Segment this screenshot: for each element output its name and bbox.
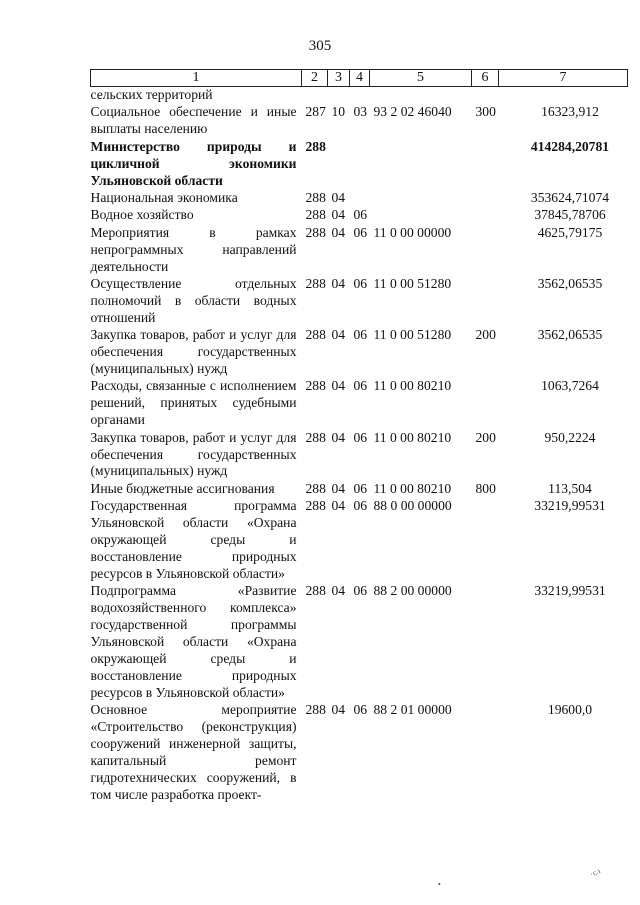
table-row (91, 702, 628, 804)
table-row (91, 498, 628, 583)
row-kind-cell (472, 207, 499, 224)
row-kind-cell (472, 138, 499, 189)
row-subsection-cell (350, 138, 370, 189)
row-kind-cell (472, 224, 499, 275)
row-subsection-cell: 03 (353, 104, 368, 120)
row-article-cell: 88 2 00 00000 (373, 583, 452, 599)
row-section-cell: 04 (331, 429, 346, 445)
row-section-cell: 04 (331, 189, 346, 205)
header-cell: 5 (370, 70, 472, 87)
row-article-cell (370, 138, 472, 189)
row-amount-cell: 3562,06535 (537, 327, 603, 343)
budget-table (90, 69, 628, 804)
table-row (91, 429, 628, 480)
row-name-cell: Закупка товаров, работ и услуг для обеспечения государственных (муниципальных) нужд (90, 327, 297, 376)
table-row (91, 207, 628, 224)
row-name-cell: Иные бюджетные ассигнования (90, 480, 275, 496)
row-kind-cell (472, 87, 499, 104)
row-subsection-cell: 06 (353, 275, 368, 291)
row-code-cell (302, 87, 328, 104)
row-name-cell: Национальная экономика (90, 189, 238, 205)
row-amount-cell: 33219,99531 (534, 498, 606, 514)
row-subsection-cell: 06 (353, 207, 368, 223)
row-section-cell (328, 138, 350, 189)
table-row (91, 138, 628, 189)
table-row (91, 87, 628, 104)
row-kind-cell: 300 (475, 104, 496, 120)
row-subsection-cell: 06 (353, 378, 368, 394)
row-amount-cell: 33219,99531 (534, 583, 606, 599)
table-row (91, 583, 628, 702)
header-cell: 6 (472, 70, 499, 87)
row-code-cell: 288 (305, 207, 326, 223)
row-name-cell: Подпрограмма «Развитие водохозяйственного комплекса» государственной программы Ульяновской области «Охрана окружающей среды и восстановление природных ресурсов в Ульяновской области» (90, 583, 297, 700)
row-name-cell: Основное мероприятие «Строительство (реконструкция) сооружений инженерной защиты, капитальный ремонт гидротехнических сооружений, в том числе разработка проект- (90, 702, 297, 802)
row-amount-cell: 414284,20781 (530, 138, 610, 154)
row-code-cell: 287 (305, 104, 326, 120)
scan-speck: • (438, 880, 441, 889)
table-row (91, 378, 628, 429)
row-amount-cell: 16323,912 (541, 104, 599, 120)
row-section-cell: 04 (331, 480, 346, 496)
row-kind-cell (472, 498, 499, 583)
row-subsection-cell: 06 (353, 429, 368, 445)
row-kind-cell (472, 275, 499, 326)
row-code-cell: 288 (305, 480, 326, 496)
row-kind-cell (472, 702, 499, 804)
row-article-cell: 88 2 01 00000 (373, 702, 452, 718)
row-code-cell: 288 (305, 275, 326, 291)
row-amount-cell: 950,2224 (544, 429, 596, 445)
table-row (91, 327, 628, 378)
row-subsection-cell: 06 (353, 583, 368, 599)
row-article-cell: 88 0 00 00000 (373, 498, 452, 514)
row-amount-cell: 1063,7264 (541, 378, 599, 394)
row-section-cell: 04 (331, 498, 346, 514)
row-kind-cell: 800 (475, 480, 496, 496)
row-amount-cell: 3562,06535 (537, 275, 603, 291)
row-article-cell (370, 189, 472, 206)
row-section-cell: 04 (331, 327, 346, 343)
row-amount-cell: 19600,0 (547, 702, 593, 718)
table-header-row (91, 70, 628, 87)
row-article-cell (370, 207, 472, 224)
table-row (91, 189, 628, 206)
row-amount-cell (499, 87, 628, 104)
header-cell: 2 (302, 70, 328, 87)
row-amount-cell: 37845,78706 (534, 207, 606, 223)
row-code-cell: 288 (305, 378, 326, 394)
header-cell: 3 (328, 70, 350, 87)
row-article-cell: 93 2 02 46040 (373, 104, 452, 120)
row-subsection-cell (350, 189, 370, 206)
row-name-cell: Водное хозяйство (90, 207, 194, 223)
header-cell: 4 (350, 70, 370, 87)
row-name-cell: Мероприятия в рамках непрограммных направлений деятельности (90, 224, 297, 274)
row-subsection-cell: 06 (353, 702, 368, 718)
row-code-cell: 288 (305, 702, 326, 718)
row-name-cell: Министерство природы и цикличной экономики Ульяновской области (90, 138, 297, 188)
row-code-cell: 288 (305, 429, 326, 445)
row-article-cell (370, 87, 472, 104)
row-kind-cell: 200 (475, 327, 496, 343)
row-article-cell: 11 0 00 00000 (373, 224, 452, 240)
header-cell: 7 (499, 70, 628, 87)
row-section-cell: 04 (331, 583, 346, 599)
row-subsection-cell: 06 (353, 498, 368, 514)
table-row (91, 104, 628, 138)
row-amount-cell: 4625,79175 (537, 224, 603, 240)
table-row (91, 275, 628, 326)
scan-mark: ·c.ı (588, 866, 602, 879)
row-article-cell: 11 0 00 80210 (373, 429, 452, 445)
row-article-cell: 11 0 00 80210 (373, 378, 452, 394)
row-kind-cell: 200 (475, 429, 496, 445)
row-section-cell (328, 87, 350, 104)
row-amount-cell: 353624,71074 (530, 189, 610, 205)
row-name-cell: Расходы, связанные с исполнением решений, принятых судебными органами (90, 378, 297, 428)
page-number: 305 (308, 38, 332, 54)
row-section-cell: 04 (331, 275, 346, 291)
row-section-cell: 10 (331, 104, 346, 120)
row-subsection-cell: 06 (353, 327, 368, 343)
header-cell: 1 (91, 70, 302, 87)
row-kind-cell (472, 378, 499, 429)
row-section-cell: 04 (331, 207, 346, 223)
row-code-cell: 288 (305, 583, 326, 599)
row-subsection-cell: 06 (353, 224, 368, 240)
row-code-cell: 288 (305, 327, 326, 343)
row-article-cell: 11 0 00 80210 (373, 480, 452, 496)
row-section-cell: 04 (331, 378, 346, 394)
row-subsection-cell (350, 87, 370, 104)
row-name-cell: Осуществление отдельных полномочий в области водных отношений (90, 275, 297, 325)
row-code-cell: 288 (305, 189, 326, 205)
table-row (91, 224, 628, 275)
row-article-cell: 11 0 00 51280 (373, 275, 452, 291)
row-section-cell: 04 (331, 224, 346, 240)
row-name-cell: Государственная программа Ульяновской области «Охрана окружающей среды и восстановление природных ресурсов в Ульяновской области» (90, 498, 297, 581)
row-section-cell: 04 (331, 702, 346, 718)
row-name-cell: Закупка товаров, работ и услуг для обеспечения государственных (муниципальных) нужд (90, 429, 297, 479)
table-row (91, 480, 628, 497)
row-name-cell: Социальное обеспечение и иные выплаты населению (90, 104, 297, 137)
row-code-cell: 288 (305, 498, 326, 514)
row-kind-cell (472, 583, 499, 702)
row-article-cell: 11 0 00 51280 (373, 327, 452, 343)
row-code-cell: 288 (305, 224, 326, 240)
row-code-cell: 288 (305, 138, 326, 154)
row-subsection-cell: 06 (353, 480, 368, 496)
row-amount-cell: 113,504 (548, 480, 592, 496)
row-name-cell: сельских территорий (90, 87, 213, 102)
row-kind-cell (472, 189, 499, 206)
